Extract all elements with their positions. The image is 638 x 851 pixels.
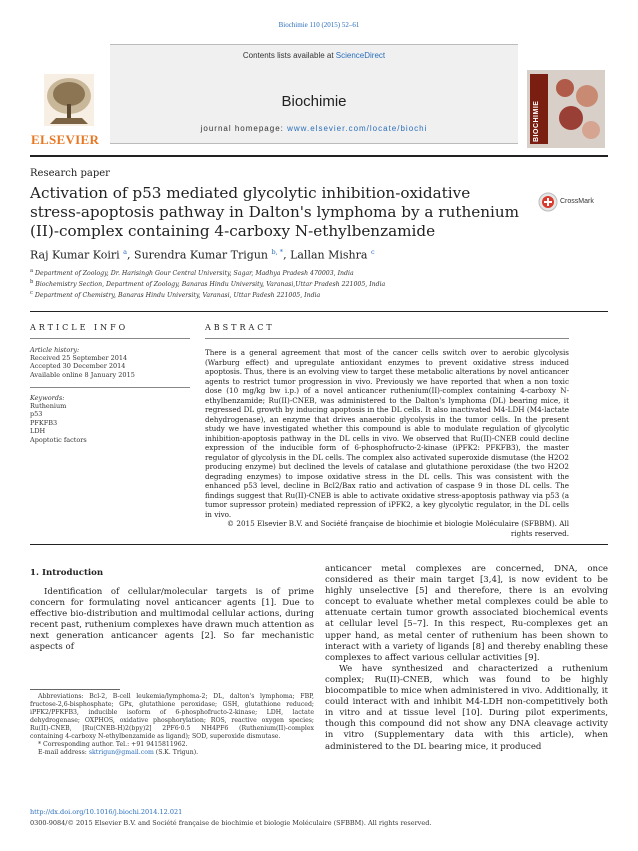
intro-paragraph: anticancer metal complexes are concerned, DNA, once considered as their main target [3,4], is now evident to be highly unselective [5] and therefore, there is an evolving concept to evaluate whether metal complexes could be able to attenuate certain tumor growth associated biochemical events at cellular level [5–7]. In this respect, Ru-complexes get an upper hand, as metal center of ruthenium has been shown to interact with a variety of ligands [8] and thereby enabling these complexes to affect various cellular activities [9]. — [325, 564, 608, 663]
abstract-heading: ABSTRACT — [205, 323, 275, 332]
footnote-rule — [30, 689, 120, 690]
contents-line — [110, 51, 518, 60]
intro-left-column — [30, 587, 314, 654]
copyright-notice: © 2015 Elsevier B.V. and Société française de biochimie et biologie Moléculaire (SFBBM). All rights reserved. — [226, 519, 569, 538]
affiliation-marker: a — [30, 268, 34, 274]
keyword: Apoptotic factors — [30, 435, 87, 444]
crossmark-icon[interactable] — [538, 192, 558, 212]
affiliation — [30, 268, 354, 277]
header-rule — [30, 155, 608, 157]
keyword: Ruthenium — [30, 402, 67, 410]
journal-homepage — [110, 124, 518, 133]
section-rule — [30, 544, 608, 545]
history-received: Received 25 September 2014 — [30, 354, 128, 362]
article-info-rule — [30, 338, 190, 339]
footnotes — [30, 693, 314, 757]
keywords — [30, 394, 190, 444]
author-name: Raj Kumar Koiri — [30, 248, 120, 262]
abstract-body — [205, 348, 569, 538]
contents-prefix: Contents lists available at — [242, 51, 336, 60]
author-separator: , — [127, 248, 135, 262]
keywords-label: Keywords: — [30, 394, 65, 402]
keyword: PFKFB3 — [30, 418, 58, 427]
affiliation-text: Department of Zoology, Dr. Harisingh Gour Central University, Sagar, Madhya Pradesh 470003, India — [35, 270, 354, 278]
article-type: Research paper — [30, 168, 110, 179]
email-link[interactable]: sktrigun@gmail.com — [88, 749, 154, 756]
author-affil-marker[interactable]: a — [123, 248, 128, 256]
intro-right-column — [325, 564, 608, 753]
issn-line: 0300-9084/© 2015 Elsevier B.V. and Société française de biochimie et biologie Moléculaire (SFBBM). All rights reserved. — [30, 819, 432, 827]
keyword: LDH — [30, 427, 46, 436]
history-online: Available online 8 January 2015 — [30, 370, 135, 379]
author-affil-marker[interactable]: b, * — [271, 248, 284, 256]
intro-paragraph: Identification of cellular/molecular targets is of prime concern for formulating novel anticancer agents [1]. Due to effective bio-distribution and multimodal cellular actions, during recent past, ruthenium complexes have drawn much attention as next generation anticancer agents [2]. So far mechanistic aspects of — [30, 587, 315, 653]
affiliation-text: Biochemistry Section, Department of Zoology, Banaras Hindu University, Varanasi,Uttar Pradesh 221005, India — [35, 281, 386, 289]
email-label: E-mail address: — [38, 749, 89, 756]
abstract-rule — [205, 338, 569, 339]
history-accepted: Accepted 30 December 2014 — [30, 362, 126, 371]
author-name: Surendra Kumar Trigun — [134, 248, 269, 262]
author-separator: , — [283, 248, 291, 262]
abbreviations-footnote: Abbreviations: Bcl-2, B-cell leukemia/lymphoma-2; DL, dalton's lymphoma; FBP, fructose-2,6-bisphosphate; GPx, glutathione peroxidase; GSH, glutathione reduced; iPFK2/PFKFB3, inducible isoform of 6-phosphofructo-2-kinase; LDH, lactate dehydrogenase; OXPHOS, oxidative phosphorylation; ROS, reactive oxygen species; Ru(II)-CNEB, [Ru(CNEB-H)2(bpy)2] 2PF6·0.5 NH4PF6 (Ruthenium(II)-complex containing 4-carboxy N-ethylbenzamide as ligand); SOD, superoxide dismutase. — [30, 693, 314, 740]
homepage-prefix: journal homepage: — [200, 124, 288, 133]
affiliation — [30, 290, 320, 299]
journal-cover-image — [527, 70, 605, 148]
doi-link[interactable]: http://dx.doi.org/10.1016/j.biochi.2014.12.021 — [30, 808, 183, 816]
sciencedirect-link[interactable]: ScienceDirect — [335, 51, 386, 60]
email-footnote — [30, 749, 314, 757]
keyword: p53 — [30, 410, 43, 419]
affiliation-text: Department of Chemistry, Banaras Hindu University, Varanasi, Uttar Padesh 221005, India — [34, 292, 321, 300]
email-suffix: (S.K. Trigun). — [153, 749, 199, 756]
author-affil-marker[interactable]: c — [370, 248, 375, 256]
author-name: Lallan Mishra — [290, 248, 368, 262]
abstract-text: There is a general agreement that most of the cancer cells switch over to aerobic glycolysis (Warburg effect) and upregulate antioxidant enzymes to prevent oxidative stress induced apoptosis. Thus, there is an evolving view to target these metabolic alterations by novel anticancer agents to restrict tumor progression in vivo. Previously we have reported that when a non toxic dose (10 mg/kg bw i.p.) of a novel anticancer ruthenium(II)-complex containing 4-carboxy N-ethylbenzamide; Ru(II)-CNEB, was administered to the Dalton's lymphoma (DL) bearing mice, it regressed DL growth by inducing apoptosis in the DL cells. It also inactivated M4-LDH (M4-lactate dehydrogenase), an enzyme that drives anaerobic glycolysis in the tumor cells. In the present study we have investigated whether this compound is able to modulate regulation of glycolytic inhibition-apoptosis pathway in the DL cells in vivo. We observed that Ru(II)-CNEB could decline expression of the inducible form of 6-phosphofructo-2-kinase (iPFK2: PFKFB3), the master regulator of glycolysis in the DL cells. The complex also activated superoxide dismutase (the H2O2 producing enzyme) but declined the levels of catalase and glutathione peroxidase (the two H2O2 degrading enzymes) to impose oxidative stress in the DL cells. This was consistent with the enhanced p53 level, decline in Bcl2/Bax ratio and activation of caspase 9 in those DL cells. The findings suggest that Ru(II)-CNEB is able to activate oxidative stress-apoptosis pathway via p53 (a tumor supressor protein) mediated repression of iPFK2, a key glycolytic regulator, in the DL cells in vivo. — [205, 348, 569, 519]
introduction-heading: 1. Introduction — [30, 568, 104, 578]
article-info-heading: ARTICLE INFO — [30, 323, 129, 332]
journal-title: Biochimie — [281, 93, 347, 110]
crossmark-label[interactable]: CrossMark — [560, 198, 594, 205]
journal-reference[interactable]: Biochimie 110 (2015) 52–61 — [278, 21, 360, 29]
cover-artwork — [551, 74, 603, 144]
affiliation — [30, 279, 385, 288]
article-history — [30, 346, 190, 379]
history-label: Article history: — [30, 346, 80, 354]
intro-paragraph: We have synthesized and characterized a ruthenium complex; Ru(II)-CNEB, which was found to be highly biocompatible to mice when administered in vivo. Additionally, it could interact with and inhibit M4-LDH non-competitively both in vitro and at tissue level [10]. During pilot experiments, though this compound did not show any DNA cleavage activity in vitro (Supplementary data with this article), when administered to the DL bearing mice, it produced — [325, 663, 608, 752]
author-list — [30, 248, 375, 262]
affiliation-marker: c — [30, 290, 33, 296]
affiliation-marker: b — [30, 279, 34, 285]
homepage-link[interactable]: www.elsevier.com/locate/biochi — [287, 124, 428, 133]
elsevier-tree-logo — [30, 68, 108, 140]
corresponding-author: * Corresponding author. Tel.: +91 9415811962. — [38, 741, 188, 748]
keywords-rule — [30, 387, 190, 388]
publisher-name: ELSEVIER — [31, 132, 100, 147]
article-title: Activation of p53 mediated glycolytic inhibition-oxidative stress-apoptosis pathway in Dalton's lymphoma by a ruthenium (II)-complex containing 4-carboxy N-ethylbenzamide — [30, 184, 520, 240]
cover-title: BIOCHIMIE — [533, 100, 540, 142]
section-rule — [30, 311, 608, 312]
